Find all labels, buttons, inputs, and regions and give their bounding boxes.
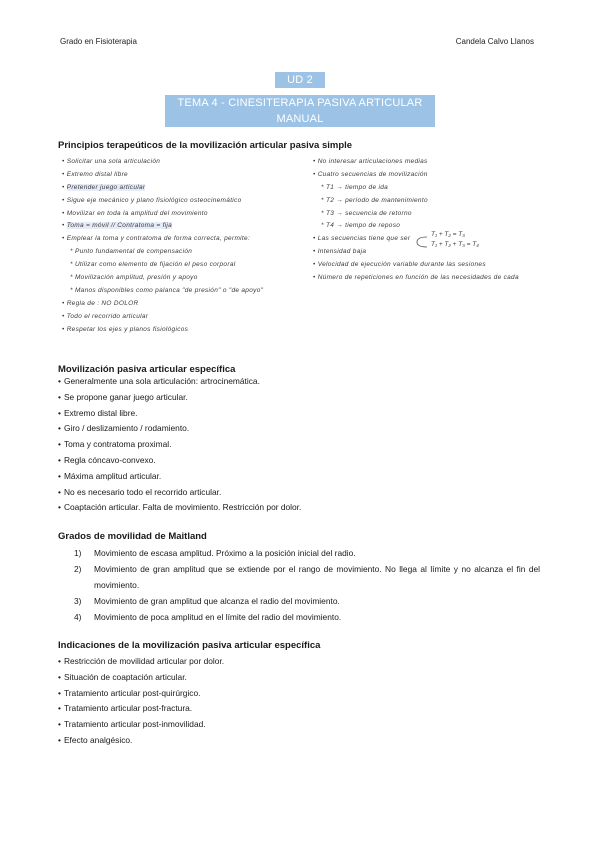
- list-item: • Generalmente una sola articulación: artrocinemática.: [58, 374, 301, 390]
- topic-banner: TEMA 4 - CINESITERAPIA PASIVA ARTICULAR MANUAL: [165, 95, 435, 127]
- list-item: • Giro / deslizamiento / rodamiento.: [58, 421, 301, 437]
- note-item: • Número de repeticiones en función de las necesidades de cada: [313, 272, 519, 285]
- note-subitem: * Utilizar como elemento de fijación el peso corporal: [62, 259, 263, 272]
- note-item: • Movilizar en toda la amplitud del movimiento: [62, 208, 263, 221]
- list-item: • No es necesario todo el recorrido articular.: [58, 485, 301, 501]
- list-item: • Coaptación articular. Falta de movimiento. Restricción por dolor.: [58, 500, 301, 516]
- section4-list: [58, 654, 224, 749]
- list-item: • Tratamiento articular post-quirúrgico.: [58, 686, 224, 702]
- note-subitem: * T2 → período de mantenimiento: [313, 195, 519, 208]
- section2-title: Movilización pasiva articular específica: [58, 364, 236, 375]
- formula-line-1: T₁ + T₂ = T₃: [431, 231, 465, 238]
- header-left: Grado en Fisioterapia: [60, 37, 137, 46]
- list-item: • Tratamiento articular post-inmovilidad.: [58, 717, 224, 733]
- note-item: • No interesar articulaciones medias: [313, 156, 519, 169]
- note-item: • Intensidad baja: [313, 246, 519, 259]
- list-item: • Situación de coaptación articular.: [58, 670, 224, 686]
- grade-item: [74, 609, 540, 625]
- note-item: • Velocidad de ejecución variable durante las sesiones: [313, 259, 519, 272]
- note-item: • Todo el recorrido articular: [62, 311, 263, 324]
- note-item: • Sigue eje mecánico y plano fisiológico osteocinemático: [62, 195, 263, 208]
- note-item: • Solicitar una sola articulación: [62, 156, 263, 169]
- grade-item: [74, 561, 540, 593]
- grade-number: 3): [74, 596, 82, 606]
- list-item: • Toma y contratoma proximal.: [58, 437, 301, 453]
- section2-list: [58, 374, 301, 516]
- note-highlight: Pretender juego articular: [66, 183, 146, 191]
- note-subitem: * Punto fundamental de compensación: [62, 246, 263, 259]
- note-subitem: * T3 → secuencia de retorno: [313, 208, 519, 221]
- note-item: • Cuatro secuencias de movilización: [313, 169, 519, 182]
- header-right: Candela Calvo Llanos: [455, 37, 534, 46]
- note-item: • Emplear la toma y contratoma de forma correcta, permite:: [62, 233, 263, 246]
- list-item: • Regla cóncavo-convexo.: [58, 453, 301, 469]
- note-subitem: * Manos disponibles como palanca "de presión" o "de apoyo": [62, 285, 263, 298]
- section1-title: Principios terapeúticos de la movilización articular pasiva simple: [58, 140, 353, 151]
- list-item: • Efecto analgésico.: [58, 733, 224, 749]
- grade-item: [74, 545, 540, 561]
- maitland-grades-list: [74, 545, 540, 625]
- grade-text: Movimiento de poca amplitud en el límite del radio del movimiento.: [94, 612, 342, 622]
- grade-text: Movimiento de gran amplitud que se extiende por el rango de movimiento. No llega al límite y no alcanza el fin del movimiento.: [94, 564, 540, 590]
- note-item: • Respetar los ejes y planos fisiológicos: [62, 324, 263, 337]
- note-item: • Las secuencias tiene que ser: [313, 233, 519, 246]
- note-subitem: * T1 → tiempo de ida: [313, 182, 519, 195]
- list-item: • Se propone ganar juego articular.: [58, 390, 301, 406]
- grade-text: Movimiento de escasa amplitud. Próximo a la posición inicial del radio.: [94, 548, 356, 558]
- section4-title: Indicaciones de la movilización pasiva articular específica: [58, 640, 321, 651]
- section3-title: Grados de movilidad de Maitland: [58, 531, 207, 542]
- grade-number: 4): [74, 612, 82, 622]
- note-subitem: * T4 → tiempo de reposo: [313, 220, 519, 233]
- note-highlight: Toma = móvil // Contratoma = fija: [66, 222, 173, 230]
- note-item: • Regla de : NO DOLOR: [62, 298, 263, 311]
- handwritten-notes-left: [62, 156, 263, 336]
- handwritten-notes-right: [313, 156, 519, 285]
- formula-line-2: T₁ + T₂ + T₃ = T₄: [431, 241, 479, 248]
- list-item: • Restricción de movilidad articular por dolor.: [58, 654, 224, 670]
- note-item: • Extremo distal libre: [62, 169, 263, 182]
- note-item: [62, 220, 263, 233]
- unit-banner: UD 2: [275, 72, 325, 88]
- brace-arrow-icon: [415, 235, 429, 249]
- list-item: • Máxima amplitud articular.: [58, 469, 301, 485]
- grade-number: 1): [74, 548, 82, 558]
- note-item: [62, 182, 263, 195]
- list-item: • Tratamiento articular post-fractura.: [58, 701, 224, 717]
- list-item: • Extremo distal libre.: [58, 406, 301, 422]
- note-subitem: * Movilización amplitud, presión y apoyo: [62, 272, 263, 285]
- grade-text: Movimiento de gran amplitud que alcanza el radio del movimiento.: [94, 596, 340, 606]
- grade-number: 2): [74, 564, 82, 574]
- grade-item: [74, 593, 540, 609]
